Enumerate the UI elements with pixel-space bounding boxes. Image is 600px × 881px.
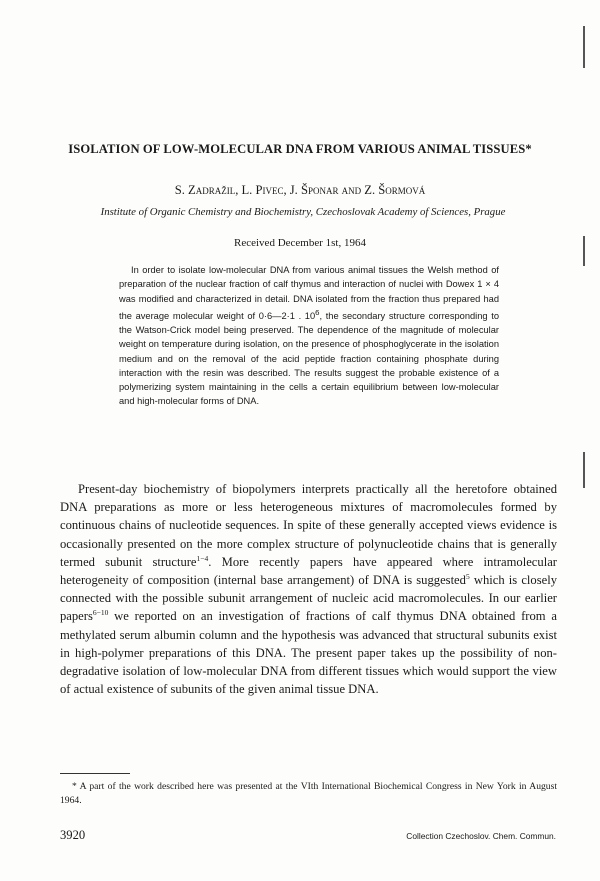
- page-number: 3920: [60, 828, 86, 842]
- scan-edge-mark: [583, 452, 585, 488]
- body-text-segment: we reported on an investigation of fractions of calf thymus DNA obtained from a methylated serum albumin column and the hypothesis was advanced that structural subunits exist in high-polymer preparations of this DNA. The present paper takes up the possibility of non-degradative isolation of low-molecular DNA from different tissues which would support the view of actual existence of subunits of the given animal tissue DNA.: [60, 609, 557, 697]
- footnote-rule: [60, 773, 130, 774]
- received-date: Received December 1st, 1964: [234, 237, 366, 249]
- abstract-text: , the secondary structure corresponding to the Watson-Crick model being preserved. The dependence of the magnitude of molecular weight on temperature during isolation, on the presence of phosphoglycerate in the isolation medium and on the removal of the acid peptide fraction containing phosphate during interaction with the resin was described. The results suggest the probable existence of a polymerizing system maintaining in the cells a certain equilibrium between low-molecular and high-molecular forms of DNA.: [119, 310, 499, 407]
- footnote: * A part of the work described here was presented at the VIth International Biochemical Congress in New York in August 1964.: [60, 781, 557, 806]
- introduction-paragraph: [60, 480, 557, 698]
- body-text-segment: Present-day biochemistry of biopolymers interprets practically all the heretofore obtained DNA preparations as more or less heterogeneous mixtures of macromolecules formed by continuous chains of nucleotide sequences. In spite of these generally accepted views evidence is occasionally presented on the more complex structure of polynucleotide chains that is generally termed subunit structure: [60, 482, 557, 569]
- scan-edge-mark: [583, 26, 585, 68]
- abstract-text: In order to isolate low-molecular DNA from various animal tissues the Welsh method of preparation of the nuclear fraction of calf thymus and interaction of nuclei with Dowex 1 × 4 was modified and characterized in detail. DNA isolated from the fraction thus prepared had the average molecular weight of 0·6—2·1 . 10: [119, 265, 499, 321]
- author-affiliation: Institute of Organic Chemistry and Biochemistry, Czechoslovak Academy of Sciences, Prague: [100, 206, 506, 218]
- citation-reference: 6−10: [92, 608, 109, 618]
- body-text-segment: . More recently papers have appeared where intramolecular heterogeneity of composition (internal base arrangement) of DNA is suggested: [60, 554, 557, 588]
- author-list: S. Zadražil, L. Pivec, J. Šponar and Z. Šormová: [174, 183, 426, 197]
- scan-edge-mark: [583, 236, 585, 266]
- exponent: 6: [315, 307, 320, 317]
- abstract: [119, 263, 499, 409]
- citation-reference: 1−4: [196, 553, 209, 563]
- journal-name: Collection Czechoslov. Chem. Commun.: [406, 831, 556, 841]
- body-text-segment: which is closely connected with the possible subunit arrangement of nucleic acid macromolecules. In our earlier papers: [60, 573, 558, 624]
- article-title: ISOLATION OF LOW-MOLECULAR DNA FROM VARIOUS ANIMAL TISSUES*: [68, 142, 532, 156]
- citation-reference: 5: [465, 571, 470, 581]
